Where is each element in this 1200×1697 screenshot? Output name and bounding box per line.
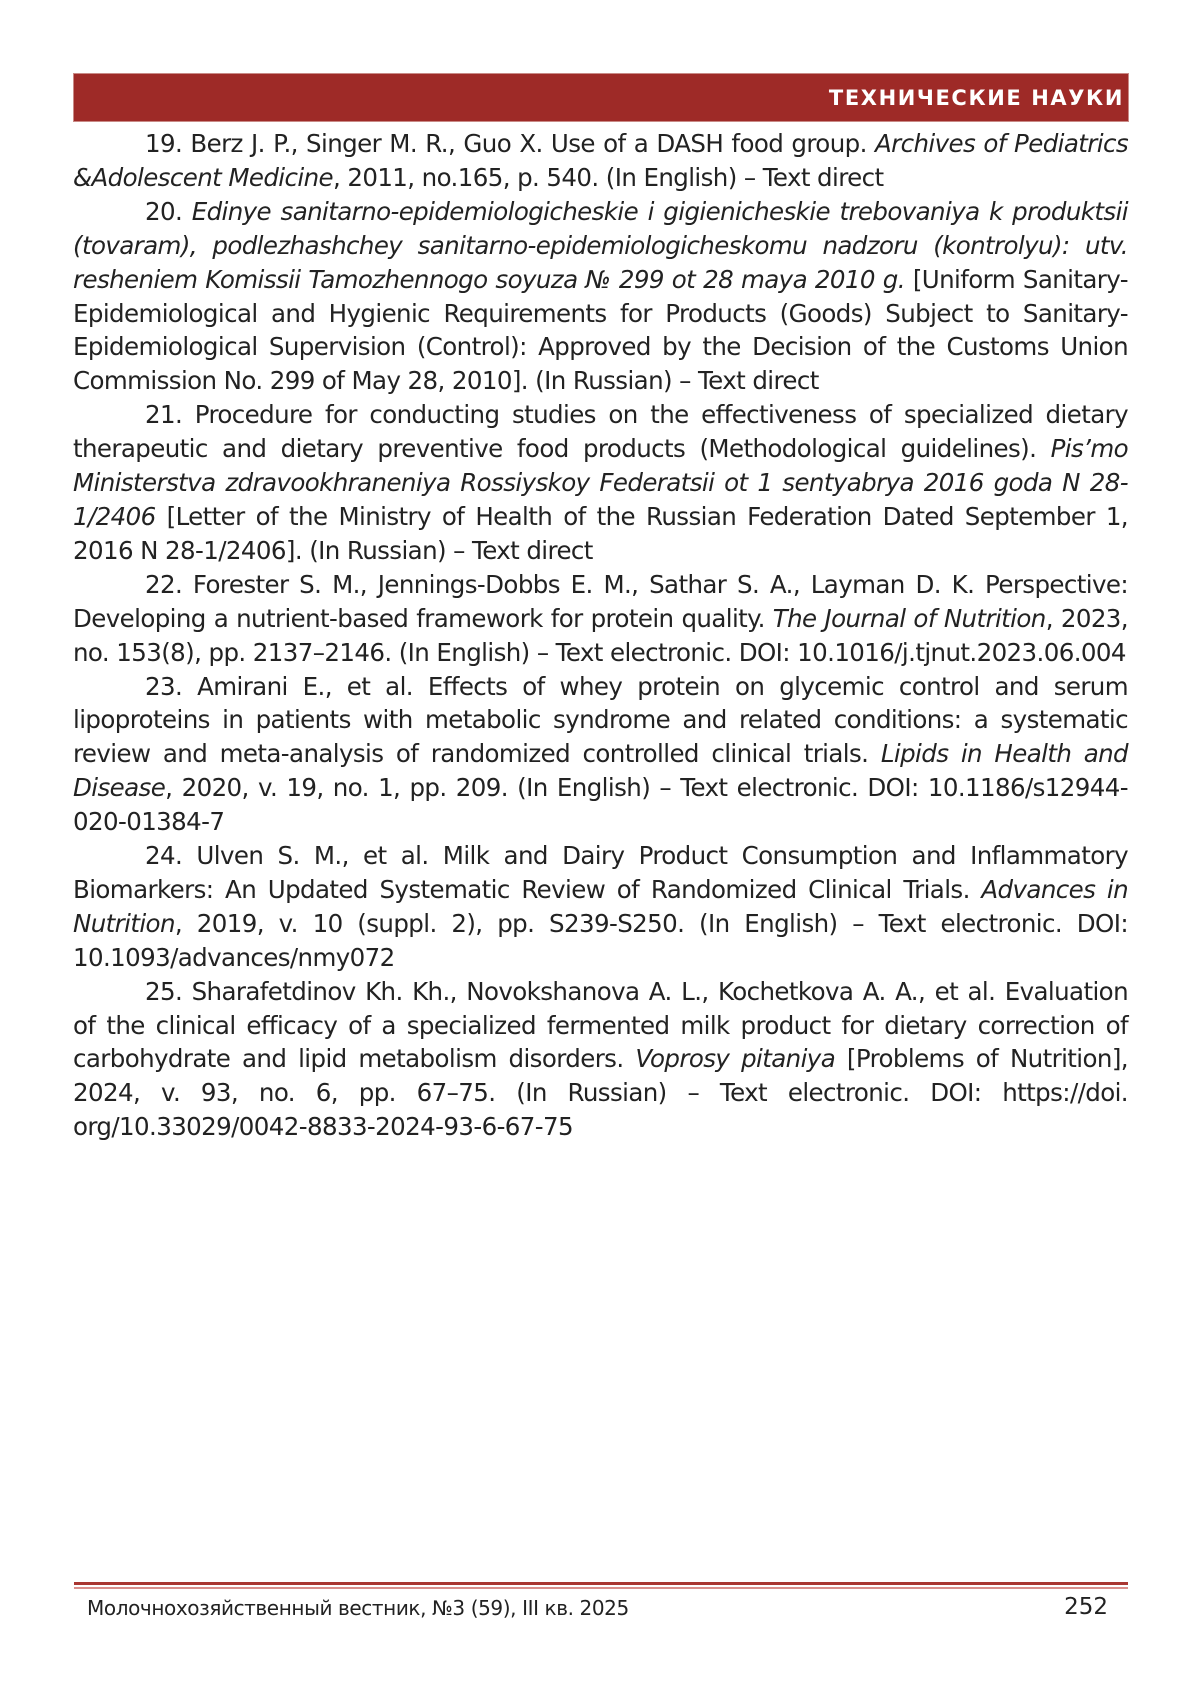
- reference-item: [73, 975, 1128, 1145]
- page-number: 252: [1064, 1594, 1108, 1620]
- reference-source-title: Edinye sanitarno-epidemiologicheskie i gigienicheskie trebovaniya k produktsii (tovaram), podlezhashchey sanitarno-epidemiologicheskomu nadzoru (kontrolyu): utv. resheniem Komissii Tamozhennogo soyuza № 299 ot 28 maya 2010 g.: [73, 196, 1128, 294]
- footer-divider: [74, 1582, 1128, 1585]
- footer-divider-secondary: [74, 1587, 1128, 1589]
- footer-journal-title: Молочнохозяйственный вестник, №3 (59), III кв. 2025: [87, 1596, 629, 1620]
- reference-number: 22.: [145, 569, 183, 599]
- reference-text: [Uniform Sanitary-Epidemiological and Hygienic Requirements for Products (Goods) Subject to Sanitary-Epidemiological Supervision (Control): Approved by the Decision of the Customs Union Commission No. 299 of May 28, 2010]. (In Russian) – Text direct: [73, 264, 1128, 396]
- reference-source-title: Lipids in Health and Disease: [73, 739, 1129, 803]
- reference-number: 19.: [145, 129, 183, 158]
- reference-item: [73, 568, 1128, 670]
- reference-text: Ulven S. M., et al. Milk and Dairy Product Consumption and Inflammatory Biomarkers: An Updated Systematic Review of Randomized Clinical Trials.: [73, 841, 1128, 904]
- reference-text: Berz J. P., Singer M. R., Guo X. Use of a DASH food group.: [182, 129, 875, 158]
- reference-item: [73, 195, 1128, 398]
- reference-item: [73, 670, 1128, 840]
- reference-list: [73, 127, 1128, 1144]
- reference-number: 23.: [145, 671, 183, 701]
- reference-item: [73, 398, 1128, 568]
- reference-source-title: Archives of Pediatrics &Adolescent Medicine: [73, 129, 1128, 192]
- reference-number: 20.: [145, 196, 183, 226]
- reference-number: 21.: [145, 400, 183, 430]
- reference-text: Procedure for conducting studies on the effectiveness of specialized dietary therapeutic and dietary preventive food products (Methodological guidelines).: [73, 400, 1128, 464]
- reference-text: [Problems of Nutrition], 2024, v. 93, no. 6, pp. 67–75. (In Russian) – Text electronic. DOI: https://doi. org/10.33029/0042-8833-2024-93-6-67-75: [73, 1044, 1128, 1142]
- reference-source-title: Advances in Nutrition: [73, 874, 1129, 938]
- reference-source-title: The Journal of Nutrition: [772, 603, 1046, 633]
- reference-text: , 2011, no.165, p. 540. (In English) – Text direct: [332, 162, 884, 192]
- reference-text: [Letter of the Ministry of Health of the Russian Federation Dated September 1, 2016 N 28-1/2406]. (In Russian) – Text direct: [73, 501, 1128, 565]
- reference-number: 25.: [145, 976, 183, 1006]
- reference-source-title: Pis’mo Ministerstva zdravookhraneniya Rossiyskoy Federatsii ot 1 sentyabrya 2016 goda N 28-1/2406: [73, 434, 1128, 531]
- reference-text: [182, 197, 192, 226]
- reference-item: [73, 127, 1128, 195]
- reference-text: , 2023, no. 153(8), pp. 2137–2146. (In English) – Text electronic. DOI: 10.1016/j.tjnut.2023.06.004: [73, 603, 1128, 667]
- section-header-bar: [74, 74, 1128, 121]
- reference-source-title: Voprosy pitaniya: [635, 1044, 836, 1074]
- reference-number: 24.: [145, 841, 183, 871]
- reference-text: Sharafetdinov Kh. Kh., Novokshanova A. L., Kochetkova A. A., et al. Evaluation of the clinical efficacy of a specialized fermented milk product for dietary correction of carbohydrate and lipid metabolism disorders.: [73, 976, 1128, 1074]
- reference-text: Amirani E., et al. Effects of whey protein on glycemic control and serum lipoproteins in patients with metabolic syndrome and related conditions: a systematic review and meta-analysis of randomized controlled clinical trials.: [73, 671, 1128, 769]
- reference-text: , 2020, v. 19, no. 1, pp. 209. (In English) – Text electronic. DOI: 10.1186/s12944-020-01384-7: [73, 773, 1128, 837]
- reference-text: Forester S. M., Jennings-Dobbs E. M., Sathar S. A., Layman D. K. Perspective: Developing a nutrient-based framework for protein quality.: [73, 569, 1128, 633]
- section-title: ТЕХНИЧЕСКИЕ НАУКИ: [828, 86, 1124, 110]
- reference-item: [73, 839, 1128, 975]
- reference-text: , 2019, v. 10 (suppl. 2), pp. S239-S250. (In English) – Text electronic. DOI: 10.1093/advances/nmy072: [73, 908, 1128, 972]
